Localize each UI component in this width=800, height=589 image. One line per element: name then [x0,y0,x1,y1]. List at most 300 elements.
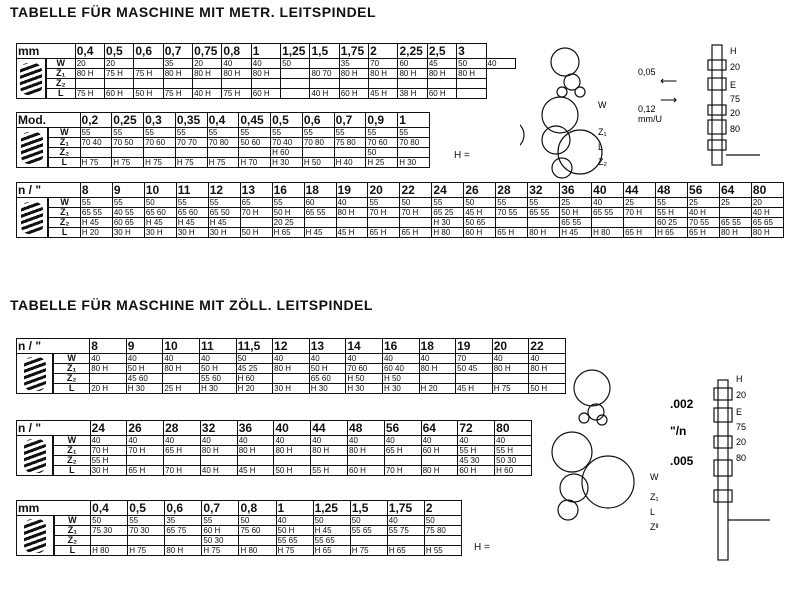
column-header: 13 [240,183,272,198]
table-cell: 80 H [751,228,783,238]
table-cell: 55 [334,128,366,138]
table-cell [163,79,192,89]
section-caption: mm [17,44,76,59]
spring-icon [21,202,43,234]
column-header: 11 [199,339,236,354]
table-cell [207,148,239,158]
table-cell: H 50 [302,158,334,168]
gear-label-z2: Z₂ [598,157,607,167]
table-cell: 50 [91,516,128,526]
table-cell: 80 H [193,69,222,79]
table-cell: 50 H [240,228,272,238]
table-cell: 40 [163,354,200,364]
table-cell [273,374,310,384]
table-cell [427,79,456,89]
table-cell [592,218,624,228]
table-cell: 55 65 [350,526,387,536]
table-cell: H 45 [208,218,240,228]
row-label: W [53,436,90,446]
column-header: 0,5 [271,113,303,128]
table-cell: 55 H [656,208,688,218]
gear-label-w: W [598,100,607,110]
table-cell [222,79,251,89]
table2-gear-diagram [540,360,790,585]
row-label: Z₁ [53,446,90,456]
table-cell: 80 H [90,364,127,374]
gear-label-w-2: W [650,472,659,482]
table-cell [239,148,271,158]
table-cell: H 55 [424,546,461,556]
table-cell: 55 [112,198,144,208]
column-header: 18 [304,183,336,198]
column-header: 2 [369,44,398,59]
column-header: 19 [336,183,368,198]
row-label: Z₂ [46,79,75,89]
table-cell: 45 H [369,89,398,99]
thread-spring-icon [17,198,49,238]
table-cell: 80 H [719,228,751,238]
table-cell: 75 H [75,89,104,99]
table1-gear-diagram [520,40,790,180]
table-cell: 40 [384,436,421,446]
gear-label-20-2: 20 [736,390,747,400]
table-cell: 80 H [165,546,202,556]
table-cell: 25 [560,198,592,208]
gear-label-e-2: E [736,407,743,417]
table-cell: 65 60 [176,208,208,218]
column-header: 0,8 [239,501,276,516]
table-cell: H 70 [239,158,271,168]
table-cell: 65 55 [560,218,592,228]
spring-icon [24,439,46,473]
gear-label-80: 80 [730,124,741,134]
column-header: 20 [368,183,400,198]
table-cell: 70 H [90,446,127,456]
column-header: 20 [492,339,529,354]
column-header: 26 [127,421,164,436]
table-cell: 38 H [398,89,427,99]
column-header: 0,45 [239,113,271,128]
row-label: Z₂ [54,536,91,546]
table-cell: 25 [719,198,751,208]
table-cell: H 50 [382,374,419,384]
table-cell: 50 [313,516,350,526]
table-cell: 35 [339,59,368,69]
table-cell: H 80 [91,546,128,556]
table-cell: 70 80 [302,138,334,148]
table-cell: H 40 [334,158,366,168]
table-cell [164,456,201,466]
gear-label-z1: Z₁ [598,127,607,137]
rate2-label-2: .005 [670,454,694,468]
table-cell: H 45 [176,218,208,228]
table-cell [128,536,165,546]
column-header: 56 [384,421,421,436]
table-cell: 80 H [339,69,368,79]
column-header: 12 [273,339,310,354]
table-cell: 70 60 [144,138,176,148]
spring-icon [24,357,46,391]
table-cell: 65 55 [719,218,751,228]
table-cell: 50 H [529,384,566,394]
column-header: 9 [126,339,163,354]
table-cell [336,218,368,228]
column-header: 0,5 [128,501,165,516]
table-cell [310,79,339,89]
table-cell: H 80 [432,228,464,238]
table-cell: 40 H [751,208,783,218]
table-cell: 65 65 [751,218,783,228]
table-cell: 45 H [464,208,496,218]
table-cell: 80 H [348,446,385,456]
table-cell: 80 H [163,69,192,79]
table-cell: 65 55 [528,208,560,218]
table2-section-tpi-a [16,338,566,394]
table-cell: 70 [456,354,493,364]
table-cell: 45 H [456,384,493,394]
table-cell: 30 H [176,228,208,238]
column-header: 16 [272,183,304,198]
table-cell: H 30 [382,384,419,394]
table-cell: 40 [237,436,274,446]
table-cell: 50 60 [239,138,271,148]
table-cell: 70 60 [366,138,398,148]
table-cell: 45 H [237,466,274,476]
table-cell [239,536,276,546]
column-header: 48 [348,421,385,436]
table-cell: H 60 [236,374,273,384]
table-cell: 80 H [163,364,200,374]
column-header: 44 [624,183,656,198]
table-cell: 80 H [419,364,456,374]
table-cell [400,218,432,228]
table-cell: 55 65 [313,536,350,546]
table-cell: 50 [239,516,276,526]
table-cell: 55 [432,198,464,208]
table-cell: H 20 [80,228,112,238]
column-header: 0,7 [334,113,366,128]
table-cell: 60 H [427,89,456,99]
table-cell: 50 H [560,208,592,218]
table-cell: H 30 [432,218,464,228]
section-caption: n / " [17,421,91,436]
table-cell: 70 40 [80,138,112,148]
row-label: W [53,354,90,364]
column-header: 32 [200,421,237,436]
table-cell [112,148,144,158]
table-cell: 80 H [457,69,486,79]
arrow-left-icon: ⟵ [660,74,678,88]
table-cell: 25 H [163,384,200,394]
column-header: 1,25 [281,44,310,59]
table-cell [310,59,339,69]
table-cell: 65 60 [144,208,176,218]
table1-title: TABELLE FÜR MASCHINE MIT METR. LEITSPINDEL [10,4,377,20]
table-cell: 60 H [464,228,496,238]
table-cell [421,456,458,466]
table-cell: 50 H [134,89,163,99]
table-cell [348,456,385,466]
table-cell: 40 [592,198,624,208]
table-cell: 65 H [127,466,164,476]
table-cell: H 80 [592,228,624,238]
table-cell: 55 [368,198,400,208]
table-cell [127,456,164,466]
table-cell: 65 55 [304,208,336,218]
table-cell: 45 60 [126,374,163,384]
table-cell: H 75 [128,546,165,556]
column-header: 0,7 [202,501,239,516]
table-cell: 55 [239,128,271,138]
table-cell: 50 45 [456,364,493,374]
table-cell: 50 H [199,364,236,374]
table-cell: 80 H [274,446,311,456]
column-header: 22 [400,183,432,198]
table2-h-label: H = [474,542,490,553]
table-cell: H 75 [80,158,112,168]
column-header: 1,75 [387,501,424,516]
column-header: 32 [528,183,560,198]
table-cell: 70 H [624,208,656,218]
table-cell: 55 [80,128,112,138]
table-cell: H 30 [398,158,430,168]
rate2-label: 0,12 [638,104,656,114]
table-cell: 55 [202,516,239,526]
column-header: 0,25 [112,113,144,128]
table2-section-mm [16,500,462,556]
column-header: 18 [419,339,456,354]
table-cell: 75 H [134,69,163,79]
column-header: 1 [276,501,313,516]
table-cell: 75 30 [91,526,128,536]
column-header: 56 [688,183,720,198]
table-cell: 60 H [251,89,280,99]
table-cell: 80 H [222,69,251,79]
table1-section-mod [16,112,430,168]
column-header: 36 [237,421,274,436]
column-header: 16 [382,339,419,354]
table-cell [304,218,336,228]
table-cell [237,456,274,466]
table-cell [419,374,456,384]
table-cell: 40 [421,436,458,446]
arrow-right-icon: ⟶ [660,93,678,107]
table-cell: 65 H [368,228,400,238]
table-cell [281,89,310,99]
table-cell: 40 [529,354,566,364]
table-cell: 40 [486,59,516,69]
table-cell: 50 H [126,364,163,374]
table-cell: 75 80 [424,526,461,536]
table-cell: H 75 [276,546,313,556]
table-cell: 60 25 [656,218,688,228]
column-header: 24 [90,421,127,436]
table-cell: 65 H [624,228,656,238]
column-header: 40 [592,183,624,198]
table-cell: H 30 [271,158,303,168]
column-header: 1 [398,113,430,128]
table-cell: H 20 [419,384,456,394]
table-cell: 65 [240,198,272,208]
table-cell [165,536,202,546]
table-cell [719,208,751,218]
row-label: L [53,466,90,476]
table-cell: 55 [398,128,430,138]
column-header: 1,25 [313,501,350,516]
row-label: L [53,384,90,394]
row-label: Z₂ [48,218,80,228]
table-cell: 55 H [495,446,532,456]
column-header: 40 [274,421,311,436]
table-cell: 65 75 [165,526,202,536]
table-cell: 80 H [528,228,560,238]
table-cell [200,456,237,466]
column-header: 2,5 [427,44,456,59]
section-caption: Mod. [17,113,81,128]
table-cell: 70 55 [688,218,720,228]
table-cell: H 80 [239,546,276,556]
table-cell: 55 H [90,456,127,466]
gear-label-l-2: L [650,507,656,517]
table-cell: 55 [144,128,176,138]
table-cell [251,79,280,89]
table-cell: 65 H [496,228,528,238]
table-cell: 55 [528,198,560,208]
table-cell [274,456,311,466]
table-cell: 20 H [90,384,127,394]
table-cell: 55 [271,128,303,138]
table-cell: 40 [200,436,237,446]
column-header: 80 [495,421,532,436]
table-cell: 20 [193,59,222,69]
table-cell [334,148,366,158]
gear-label-z1-2: Z₁ [650,492,659,502]
table-cell: H 65 [387,546,424,556]
table-cell: H 75 [492,384,529,394]
column-header: 0,6 [165,501,202,516]
table-cell [398,79,427,89]
table-cell: 50 H [309,364,346,374]
table-cell: H 65 [272,228,304,238]
table-cell: 75 60 [239,526,276,536]
table-cell: 80 70 [310,69,339,79]
table-cell [175,148,207,158]
column-header: 44 [311,421,348,436]
column-header: 8 [80,183,112,198]
table-cell: 65 60 [309,374,346,384]
table-cell: 65 H [384,446,421,456]
table-cell: 50 H [274,466,311,476]
table-cell: 45 25 [236,364,273,374]
rate1-label: 0,05 [638,67,656,77]
table-cell: 55 [176,198,208,208]
table-cell: 50 [464,198,496,208]
table-cell: 60 H [458,466,495,476]
table-cell: 80 H [529,364,566,374]
table-cell [368,218,400,228]
table-cell: 45 H [336,228,368,238]
table-cell: 50 [281,59,310,69]
gear-label-l: L [598,142,604,152]
table-cell: 60 H [105,89,134,99]
table-cell: 50 30 [495,456,532,466]
table-cell: H 30 [126,384,163,394]
table-cell [496,218,528,228]
section-caption: mm [17,501,91,516]
table-cell: 40 [273,354,310,364]
table-cell: 60 H [339,89,368,99]
table-cell: H 75 [207,158,239,168]
table-cell: 65 25 [432,208,464,218]
column-header: 10 [163,339,200,354]
table-cell: 70 80 [207,138,239,148]
section-caption: n / " [17,183,81,198]
row-label: L [54,546,91,556]
table-cell: 55 [302,128,334,138]
table-cell [384,456,421,466]
column-header: 1,75 [339,44,368,59]
table-cell: H 45 [144,218,176,228]
column-header: 0,7 [163,44,192,59]
table-cell: 40 55 [112,208,144,218]
table1-section-mm [16,43,516,99]
table-cell [281,79,310,89]
gear-label-h: H [730,46,737,56]
table-cell: 70 H [368,208,400,218]
gear-label-20: 20 [730,62,741,72]
table-cell: H 45 [313,526,350,536]
spring-icon [21,132,43,164]
table-cell [492,374,529,384]
column-header: 8 [90,339,127,354]
column-header: 12 [208,183,240,198]
table-cell [134,79,163,89]
table-cell: 40 [222,59,251,69]
table-cell: 65 50 [208,208,240,218]
column-header: 0,9 [366,113,398,128]
table-cell: 40 [382,354,419,364]
table-cell: H 20 [236,384,273,394]
table-cell: 40 [276,516,313,526]
spring-icon [20,63,42,95]
table-cell: H 65 [313,546,350,556]
column-header: 10 [144,183,176,198]
column-header: 0,4 [91,501,128,516]
table-cell: 40 [309,354,346,364]
table-cell: 40 [387,516,424,526]
table-cell: 65 H [688,228,720,238]
column-header: 0,8 [222,44,251,59]
table-cell: 40 [199,354,236,364]
row-label: L [48,228,80,238]
table-cell: 40 [127,436,164,446]
table-cell: 55 [208,198,240,208]
table-cell: 40 [348,436,385,446]
table-cell: 50 65 [464,218,496,228]
row-label: Z₁ [48,208,80,218]
thread-spring-icon [17,59,46,99]
column-header: 80 [751,183,783,198]
row-label: Z₁ [54,526,91,536]
gear-label-zii-2: Zᴵᴵ [650,522,659,532]
table-cell: H 30 [309,384,346,394]
table-cell: 40 [90,436,127,446]
table-cell [163,374,200,384]
table-cell [457,89,486,99]
table-cell: 55 [207,128,239,138]
table-cell: 65 H [164,446,201,456]
table-cell: 60 H [348,466,385,476]
